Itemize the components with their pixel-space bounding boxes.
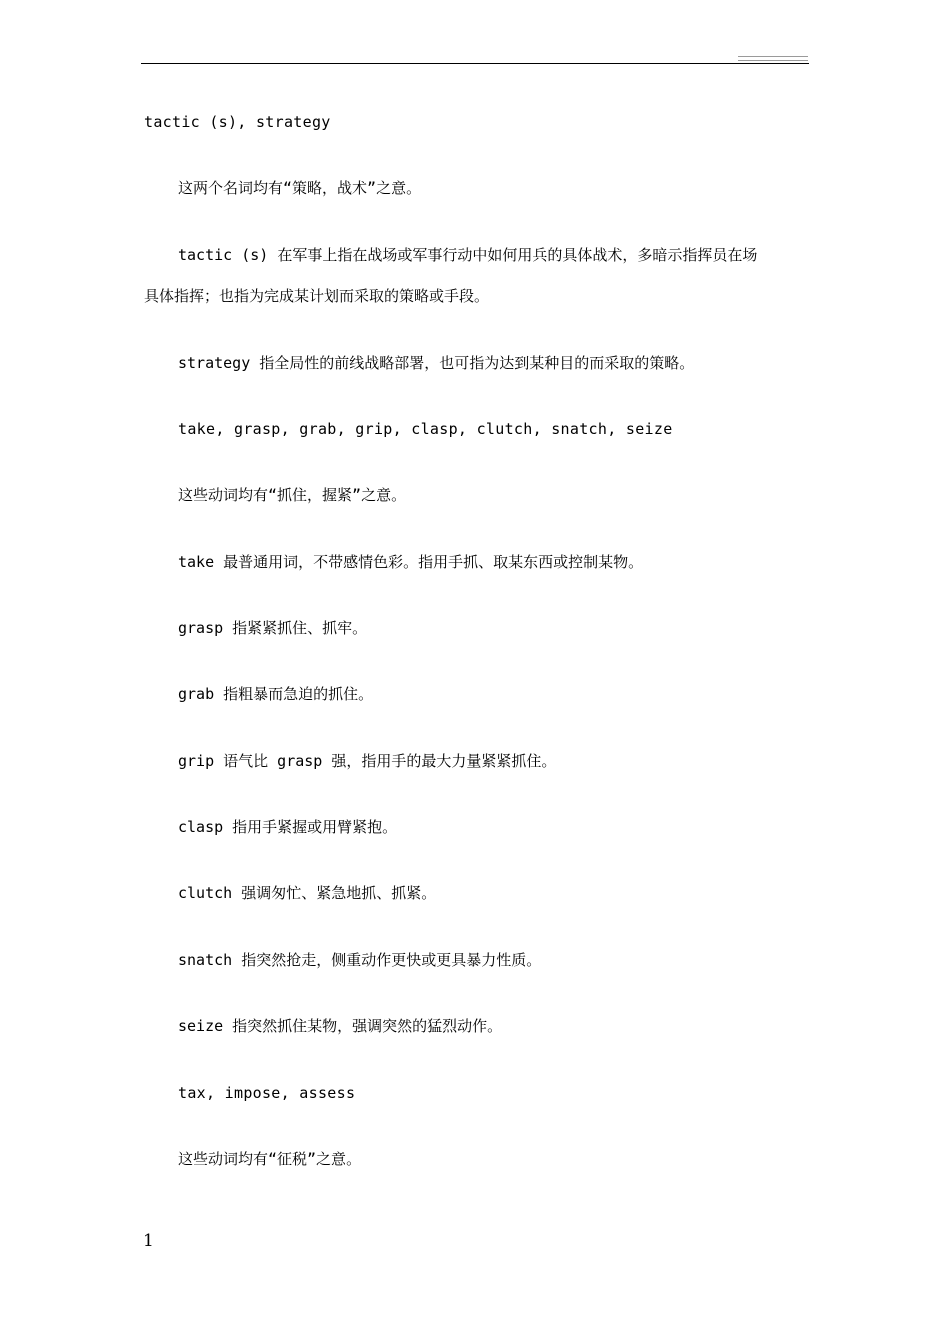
entry-definition: strategy 指全局性的前线战略部署，也可指为达到某种目的而采取的策略。 [178,354,695,372]
entry-definition: snatch 指突然抢走，侧重动作更快或更具暴力性质。 [178,951,542,969]
page-number: 1 [143,1231,154,1251]
entry-definition: grab 指粗暴而急迫的抓住。 [178,685,374,703]
entry-summary: 这些动词均有“抓住，握紧”之意。 [178,486,407,504]
entry-summary: 这两个名词均有“策略，战术”之意。 [178,179,422,197]
entry-definition: seize 指突然抓住某物，强调突然的猛烈动作。 [178,1017,503,1035]
header-decoration [738,60,808,61]
entry-summary: 这些动词均有“征税”之意。 [178,1150,362,1168]
entry-heading-take-group: take, grasp, grab, grip, clasp, clutch, snatch, seize [178,420,673,438]
entry-definition: clutch 强调匆忙、紧急地抓、抓紧。 [178,884,437,902]
entry-definition: take 最普通用词，不带感情色彩。指用手抓、取某东西或控制某物。 [178,553,644,571]
entry-heading-tactic-strategy: tactic (s), strategy [144,113,331,131]
entry-definition: grip 语气比 grasp 强，指用手的最大力量紧紧抓住。 [178,752,557,770]
entry-definition: clasp 指用手紧握或用臂紧抱。 [178,818,398,836]
entry-heading-tax-group: tax, impose, assess [178,1084,356,1102]
header-rule [141,63,809,64]
header-decoration [738,56,808,57]
entry-definition: grasp 指紧紧抓住、抓牢。 [178,619,368,637]
entry-definition: tactic (s) 在军事上指在战场或军事行动中如何用兵的具体战术，多暗示指挥员在场 [178,246,758,264]
entry-definition-continued: 具体指挥；也指为完成某计划而采取的策略或手段。 [144,287,490,305]
